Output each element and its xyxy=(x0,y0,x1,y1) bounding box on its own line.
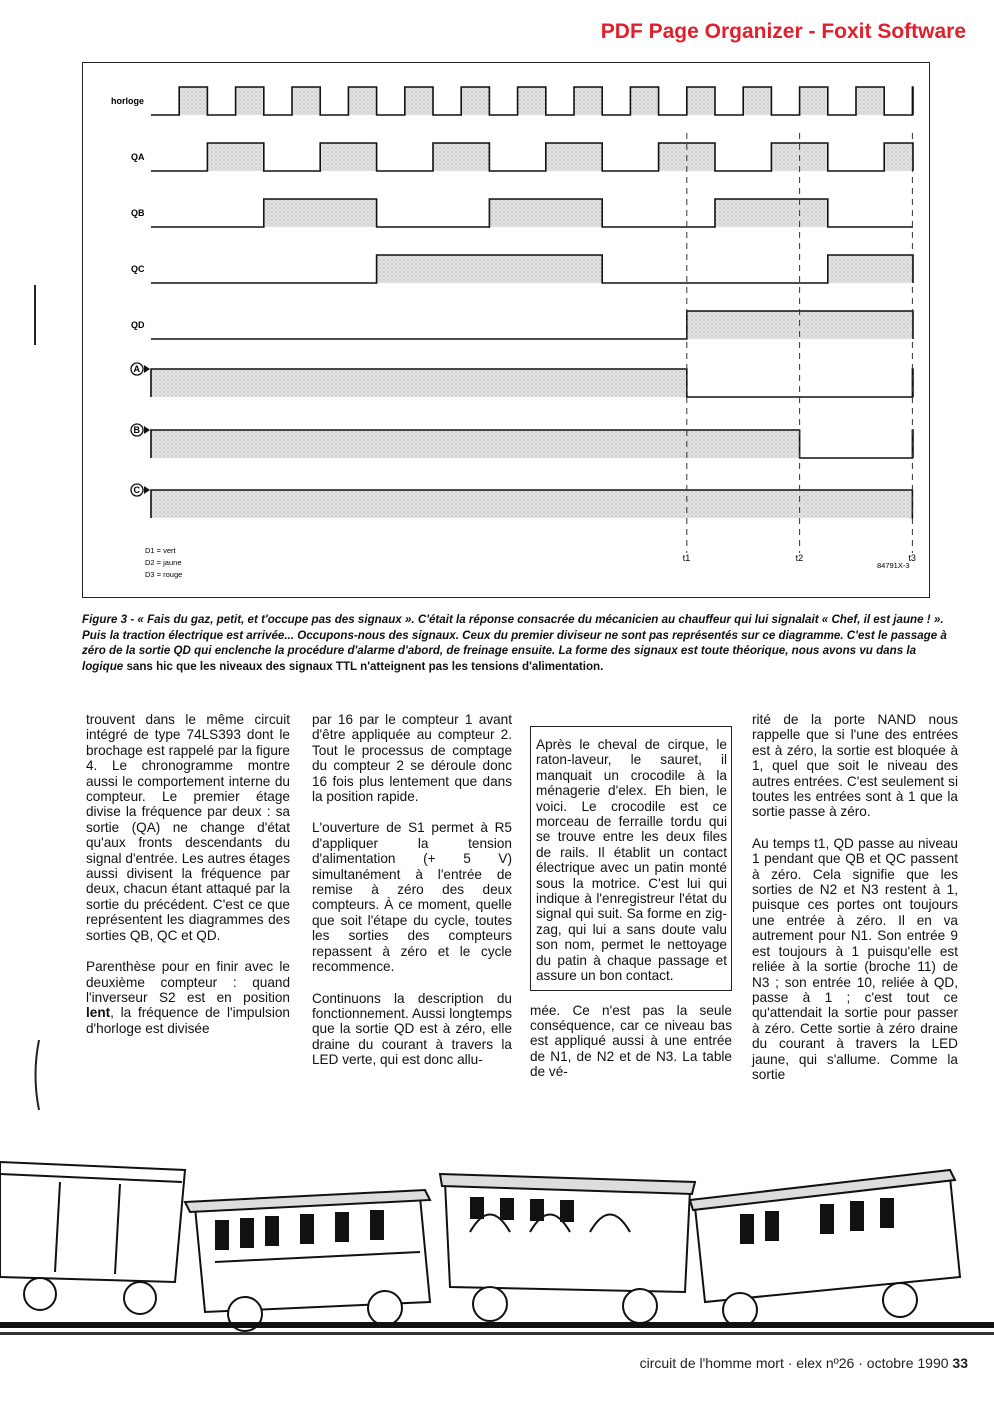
signal-label: C xyxy=(133,485,140,496)
signal-label: QB xyxy=(131,208,145,218)
arrow-icon xyxy=(144,486,150,494)
caption-upright: sans hic que les niveaux des signaux TTL n'atteignent pas les tensions d'alimentation. xyxy=(126,659,604,673)
signal-label: QA xyxy=(131,152,145,162)
signal-label: A xyxy=(133,364,140,375)
timing-diagram xyxy=(82,62,930,598)
caption-italic: Figure 3 - « Fais du gaz, petit, et t'occupe pas des signaux ». C'était la réponse consacrée du mécanicien au chauffeur qui lui signalait « Chef, il est jaune ! ». Puis la traction électrique est arrivée... Occupons-nous des signaux. Ceux du premier diviseur ne sont pas représentés sur ce diagramme. C'est le passage à zéro de la sortie QD qui enclenche la procédure d'alarme d'abord, de freinage ensuite. La forme des signaux est toute théorique, nous avons vu dans la logique xyxy=(82,613,947,673)
footer-text: circuit de l'homme mort · elex nº26 · octobre 1990 xyxy=(639,1355,949,1371)
signal-label: horloge xyxy=(111,96,144,106)
time-marker-label: t3 xyxy=(908,553,916,563)
margin-mark xyxy=(30,285,40,345)
legend-item: D1 = vert xyxy=(145,546,176,555)
paragraph-text: , la fréquence de l'impulsion d'horloge est divisée xyxy=(86,1005,290,1036)
legend-item: D3 = rouge xyxy=(145,570,183,579)
page-footer xyxy=(640,1355,968,1371)
signal-label: QC xyxy=(131,264,145,274)
legend-item: D2 = jaune xyxy=(145,558,182,567)
text-column-1 xyxy=(86,712,290,1052)
figure-reference: 84791X-3 xyxy=(877,561,910,570)
arrow-icon xyxy=(144,365,150,373)
text-column-3 xyxy=(530,718,732,1096)
watermark-text: PDF Page Organizer - Foxit Software xyxy=(600,20,966,43)
arrow-icon xyxy=(144,426,150,434)
text-column-4 xyxy=(752,712,958,1098)
train-illustration xyxy=(0,1152,994,1342)
bold-word: lent xyxy=(86,1005,111,1021)
time-marker-label: t1 xyxy=(682,553,691,563)
sidebar-box: Après le cheval de cirque, le raton-laveur, le sauret, il manquait un crocodile à la ménagerie d'elex. Eh bien, le voici. Le crocodile est ce morceau de ferraille tordu qui se trouve entre les deux files de rails. Il établit un contact électrique avec un patin monté sous la motrice. C'est lui qui indique à l'enregistreur l'état du signal qui suit. Sa forme en zig-zag, qui lui a sans doute valu son nom, permet le nettoyage du patin à chaque passage et assure un bon contact. xyxy=(530,726,732,991)
time-marker-label: t2 xyxy=(795,553,804,563)
paragraph: Continuons la description du fonctionnement. Aussi longtemps que la sortie QD est à zéro, elle draine du courant à travers la LED verte, qui est donc allu- xyxy=(312,990,512,1068)
paragraph: trouvent dans le même circuit intégré de type 74LS393 dont le brochage est rappelé par la figure 4. Le chronogramme montre aussi le comportement interne du compteur. Le premier étage divise la fréquence par deux : sa sortie (QA) ne change d'état qu'aux fronts descendants du signal d'entrée. Les autres étages aussi divisent la fréquence par deux, chacun étant attaqué par la sortie du précédent. C'est ce que représentent les diagrammes des sorties QB, QC et QD. xyxy=(86,712,290,943)
paragraph xyxy=(86,959,290,1036)
paragraph-text: Parenthèse pour en finir avec le deuxième compteur : quand l'inverseur S2 est en position xyxy=(86,959,290,1005)
figure-caption xyxy=(82,612,952,674)
rail xyxy=(0,1332,994,1335)
page-number: 33 xyxy=(952,1355,968,1371)
paragraph: L'ouverture de S1 permet à R5 d'appliquer la tension d'alimentation (+ 5 V) simultanément à l'entrée de remise à zéro des deux compteurs. À ce moment, quelle que soit l'étape du cycle, toutes les sorties des compteurs repassent à zéro et le cycle recommence. xyxy=(312,820,512,975)
signal-label: QD xyxy=(131,320,145,330)
paragraph: rité de la porte NAND nous rappelle que si l'une des entrées est à zéro, la sortie est bloquée à 1, quel que soit le niveau des autres entrées. C'est seulement si toutes les entrées sont à 1 que la sortie passe à zéro. xyxy=(752,712,958,820)
rail xyxy=(0,1322,994,1328)
text-column-2 xyxy=(312,712,512,1084)
paragraph: par 16 par le compteur 1 avant d'être appliquée au compteur 2. Tout le processus de comptage du compteur 2 se déroule donc 16 fois plus lentement que dans la position rapide. xyxy=(312,712,512,805)
signal-label: B xyxy=(133,425,140,436)
timing-diagram-svg xyxy=(83,63,931,599)
margin-mark xyxy=(30,1040,44,1110)
paragraph: Au temps t1, QD passe au niveau 1 pendant que QB et QC passent à zéro. Cela signifie que les sorties de N2 et N3 restent à 1, puisque ces portes ont toujours une entrée à zéro. Il en va autrement pour N1. Son entrée 9 est toujours à 1 puisqu'elle est reliée à la sortie (broche 11) de N3 ; son entrée 10, reliée à QD, passe à 1 ; c'est tout ce qu'attendait la sortie pour passer à zéro. Cette sortie à zéro draine du courant à travers la LED jaune, qui s'allume. Comme la sortie xyxy=(752,835,958,1082)
paragraph: mée. Ce n'est pas la seule conséquence, car ce niveau bas est appliqué aussi à une entrée de N1, de N2 et de N3. La table de vé- xyxy=(530,1002,732,1080)
